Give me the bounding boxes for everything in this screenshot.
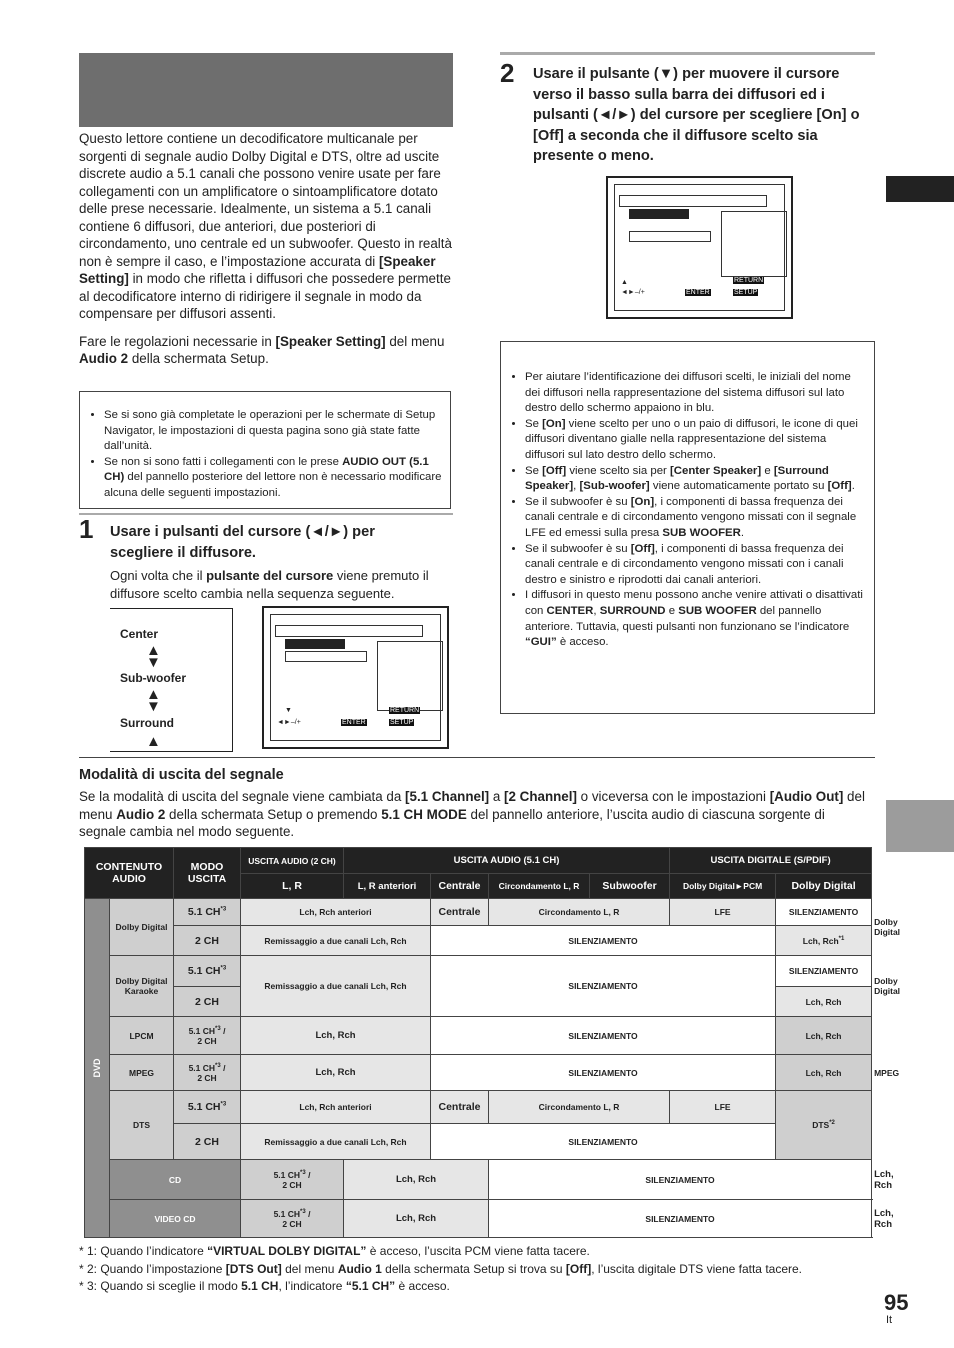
speaker-map <box>377 641 443 711</box>
double-arrow-icon: ▲ ▼ <box>146 642 161 671</box>
intro-text <box>79 130 454 368</box>
output-mode-table: CONTENUTO AUDIO MODO USCITA USCITA AUDIO (2 CH) USCITA AUDIO (5.1 CH) USCITA DIGITALE (S/PDIF) L, R L, R anteriori Centrale Circondamento L, R Subwoofer Dolby Digital►PCM Dolby Digital DVD Dolby Digital 5.1 CH$^{*3}$ Lch, Rch anteriori Centrale Circondamento L, R LFE SILENZIAMENTO Dolby Digital 2 CH Remissaggio a due canali Lch, Rch SILENZIAMENTO Lch, Rch$^{*1}$ Dolby Digital Karaoke 5.1 CH$^{*3}$ Remissaggio a due canali Lch, Rch SILENZIAMENTO SILENZIAMENTO Dolby Digital 2 CH Lch, Rch LPCM 5.1 CH$^{*3}$ / 2 CH Lch, Rch SILENZIAMENTO Lch, Rch MPEG 5.1 CH$^{*3}$ / 2 CH Lch, Rch SILENZIAMENTO Lch, Rch MPEG DTS 5.1 CH$^{*3}$ Lch, Rch anteriori Centrale Circondamento L, R LFE DTS$^{*2}$ 2 CH Remissaggio a due canali Lch, Rch SILENZIAMENTO CD 5.1 CH$^{*3}$ / 2 CH Lch, Rch SILENZIAMENTO Lch, Rch VIDEO CD 5.1 CH$^{*3}$ / 2 CH Lch, Rch SILENZIAMENTO Lch, Rch <box>84 847 872 1238</box>
flow-label-subwoofer: Sub-woofer <box>120 671 186 685</box>
cell-silenziamento: SILENZIAMENTO <box>431 956 776 1017</box>
header-lr: L, R <box>241 874 344 899</box>
flow-label-center: Center <box>120 627 159 641</box>
cursor-glyph: ◄►–/+ <box>621 289 645 296</box>
cell-lch-rch: Lch, Rch <box>776 1017 872 1055</box>
footnote-3: * 3: Quando si sceglie il modo 5.1 CH, l’indicatore “5.1 CH” è acceso. <box>79 1279 450 1294</box>
section-text: Se la modalità di uscita del segnale viene cambiata da [5.1 Channel] a [2 Channel] o viceversa con le impostazioni [Audio Out] del menu Audio 2 della schermata Setup o premendo 5.1 CH MODE del pannello anteriore, l’uscita audio di ciascuna sorgente di segnale cambia nel modo seguente. <box>79 789 865 839</box>
cell-centrale: Centrale <box>431 899 489 926</box>
cell-lch-rch: Lch, Rch <box>241 1017 431 1055</box>
divider <box>79 513 453 515</box>
note-item: • Se non si sono fatti i collegamenti con le prese AUDIO OUT (5.1 CH) del pannello posteriore del lettore non è necessario modificare alcuna delle seguenti impostazioni. <box>104 455 442 502</box>
note-box-1 <box>79 391 451 509</box>
cell-remix: Remissaggio a due canali Lch, Rch <box>241 956 431 1017</box>
note-item: • I diffusori in questo menu possono anche venire attivati o disattivati con CENTER, SURROUND e SUB WOOFER del pannello anteriore. Tuttavia, questi pulsanti non funzionano se l’indicatore “GUI” è acceso. <box>525 588 864 650</box>
step-1-text: Ogni volta che il pulsante del cursore viene premuto il diffusore scelto cambia nella sequenza seguente. <box>110 568 429 601</box>
cell-silenziamento: SILENZIAMENTO <box>431 1055 776 1091</box>
note-item: • Se si sono già completate le operazioni per le schermate di Setup Navigator, le impostazioni di questa pagina sono già state fatte dall’unità. <box>104 408 442 455</box>
cell-lch-rch: Lch, Rch <box>344 1200 489 1238</box>
double-arrow-icon: ▲ ▼ <box>146 686 161 715</box>
cursor-glyph: ◄►–/+ <box>277 719 301 726</box>
mode-51ch: 5.1 CH$^{*3}$ <box>174 956 241 987</box>
mode-51-2ch: 5.1 CH$^{*3}$ / 2 CH <box>241 1160 344 1200</box>
mode-51-2ch: 5.1 CH$^{*3}$ / 2 CH <box>241 1200 344 1238</box>
header-modo: MODO USCITA <box>174 848 241 899</box>
note-item: • Se il subwoofer è su [Off], i componenti di bassa frequenza dei canali centrale e di circondamento vengono missati con i canali destro e sinistro e riprodotti dai canali anteriori. <box>525 542 864 589</box>
note-item: • Per aiutare l’identificazione dei diffusori scelti, le iniziali del nome dei diffusori nella rappresentazione del sistema diffusori sul lato destro dello schermo appaiono in blu. <box>525 370 864 417</box>
language-code: It <box>886 1314 893 1326</box>
top-rule <box>500 52 875 55</box>
up-arrow-icon: ▲ <box>146 733 161 750</box>
cell-circondamento: Circondamento L, R <box>489 1091 670 1124</box>
menu-tabs <box>619 195 767 207</box>
source-video-cd: VIDEO CD <box>110 1200 241 1238</box>
menu-input <box>629 231 711 242</box>
cell-silenziamento: SILENZIAMENTO <box>431 926 776 956</box>
intro-paragraph-2: Fare le regolazioni necessarie in [Speaker Setting] del menu Audio 2 della schermata Setup. <box>79 333 445 366</box>
footnote-2: * 2: Quando l’impostazione [DTS Out] del menu Audio 1 della schermata Setup si trova su [Off], l’uscita digitale DTS viene fatta tacere. <box>79 1261 803 1276</box>
step-number-2: 2 <box>500 58 515 88</box>
mode-51ch: 5.1 CH$^{*3}$ <box>174 1091 241 1124</box>
divider <box>79 757 875 758</box>
footnotes <box>79 1243 879 1296</box>
header-lr-anteriori: L, R anteriori <box>344 874 431 899</box>
mode-2ch: 2 CH <box>174 1124 241 1160</box>
header-dd-pcm: Dolby Digital►PCM <box>670 874 776 899</box>
header-subwoofer: Subwoofer <box>590 874 670 899</box>
cell-silenziamento: SILENZIAMENTO <box>489 1160 872 1200</box>
step-number-1: 1 <box>79 514 94 544</box>
cell-silenziamento: SILENZIAMENTO <box>776 956 872 987</box>
cell-lch-rch: Lch, Rch <box>344 1160 489 1200</box>
flow-label-surround: Surround <box>120 716 174 730</box>
mode-51ch: 5.1 CH$^{*3}$ <box>174 899 241 926</box>
header-dd: Dolby Digital <box>776 874 872 899</box>
cell-dts: DTS$^{*2}$ <box>776 1091 872 1160</box>
cell-remix: Remissaggio a due canali Lch, Rch <box>241 1124 431 1160</box>
cell-silenziamento: SILENZIAMENTO <box>489 1200 872 1238</box>
enter-key: ENTER <box>342 719 366 726</box>
setup-screen-2 <box>606 176 793 319</box>
menu-tabs <box>275 625 423 637</box>
intro-paragraph-1: Questo lettore contiene un decodificatore multicanale per sorgenti di segnale audio Dolby Digital e DTS, oltre ad uscite discrete audio a 5.1 canali che possono venire usate per fare collegamenti con un amplificatore o sintoamplificatore dotato delle prese necessarie. Idealmente, un sistema a 5.1 canali contiene 6 diffusori, due anteriori, due posteriori di circondamento, uno centrale ed un subwoofer. Questo in realtà non è sempre il caso, e l’impostazione accurata di [Speaker Setting] in modo che rifletta i diffusori che possedere permette al decodificatore interno di ridirigere il segnale in modo da compensare per diffusori assenti. <box>79 131 452 321</box>
return-key: RETURN <box>734 277 764 284</box>
content-mpeg: MPEG <box>110 1055 174 1091</box>
cell-silenziamento: SILENZIAMENTO <box>431 1017 776 1055</box>
cell-silenziamento: SILENZIAMENTO <box>776 899 872 926</box>
cursor-glyph: ▼ <box>285 707 292 714</box>
header-circondamento: Circondamento L, R <box>489 874 590 899</box>
setup-key: SETUP <box>734 289 758 296</box>
step-2-heading: Usare il pulsante (▼) per muovere il cursore verso il basso sulla barra dei diffusori ed i pulsanti (◄/►) del cursore per scegliere [On] o [Off] a seconda che il diffusore scelto sia presente o meno. <box>533 66 860 164</box>
content-dolby-digital: Dolby Digital <box>110 899 174 956</box>
side-tab-black <box>886 176 954 202</box>
cell-remix: Remissaggio a due canali Lch, Rch <box>241 926 431 956</box>
header-uscita-2ch: USCITA AUDIO (2 CH) <box>241 848 344 874</box>
cell-lch-rch: Lch, Rch <box>241 1055 431 1091</box>
section-title-bar <box>79 53 453 127</box>
step-1-heading: Usare i pulsanti del cursore (◄/►) per scegliere il diffusore. <box>110 524 375 561</box>
cursor-glyph: ▲ <box>621 279 628 286</box>
note-item: • Se [On] viene scelto per uno o un paio di diffusori, le icone di quei diffusori diventano gialle nella rappresentazione del sistema diffusori sul lato destro dello schermo. <box>525 417 864 464</box>
cell-circondamento: Circondamento L, R <box>489 899 670 926</box>
cell-lfe: LFE <box>670 1091 776 1124</box>
note-item: • Se il subwoofer è su [On], i componenti di bassa frequenza dei canali centrale e di circondamento vengono missati con il segnale LFE ed emessi sulla presa SUB WOOFER. <box>525 495 864 542</box>
cell-silenziamento: SILENZIAMENTO <box>431 1124 776 1160</box>
header-centrale: Centrale <box>431 874 489 899</box>
source-cd: CD <box>110 1160 241 1200</box>
mode-2ch: 2 CH <box>174 926 241 956</box>
cell-lch-rch-anteriori: Lch, Rch anteriori <box>241 1091 431 1124</box>
setup-screen-1 <box>262 606 449 749</box>
note-box-2 <box>500 341 875 714</box>
speaker-map <box>721 211 787 277</box>
cell-lch-rch: Lch, Rch <box>776 1055 872 1091</box>
content-dolby-karaoke: Dolby Digital Karaoke <box>110 956 174 1017</box>
header-digitale: USCITA DIGITALE (S/PDIF) <box>670 848 872 874</box>
content-lpcm: LPCM <box>110 1017 174 1055</box>
section-title: Modalità di uscita del segnale <box>79 767 284 783</box>
cell-lch-rch-anteriori: Lch, Rch anteriori <box>241 899 431 926</box>
page-number: 95 <box>884 1290 909 1315</box>
setup-key: SETUP <box>390 719 414 726</box>
side-tab-grey <box>886 800 954 852</box>
menu-row-highlight <box>285 639 345 649</box>
source-dvd: DVD <box>85 899 110 1238</box>
mode-51-2ch: 5.1 CH$^{*3}$ / 2 CH <box>174 1055 241 1091</box>
menu-row-highlight <box>629 209 689 219</box>
cell-lch-rch: Lch, Rch <box>776 987 872 1017</box>
mode-51-2ch: 5.1 CH$^{*3}$ / 2 CH <box>174 1017 241 1055</box>
content-dts: DTS <box>110 1091 174 1160</box>
footnote-1: * 1: Quando l’indicatore “VIRTUAL DOLBY DIGITAL” è acceso, l’uscita PCM viene fatta tacere. <box>79 1244 590 1258</box>
cell-lch-rch: Lch, Rch$^{*1}$ <box>776 926 872 956</box>
enter-key: ENTER <box>686 289 710 296</box>
header-uscita-51ch: USCITA AUDIO (5.1 CH) <box>344 848 670 874</box>
speaker-sequence-diagram <box>110 608 233 752</box>
cell-centrale: Centrale <box>431 1091 489 1124</box>
header-contenuto: CONTENUTO AUDIO <box>85 848 174 899</box>
cell-lfe: LFE <box>670 899 776 926</box>
mode-2ch: 2 CH <box>174 987 241 1017</box>
note-item: • Se [Off] viene scelto sia per [Center Speaker] e [Surround Speaker], [Sub-woofer] viene automaticamente portato su [Off]. <box>525 464 864 495</box>
menu-input <box>285 651 367 662</box>
return-key: RETURN <box>390 707 420 714</box>
